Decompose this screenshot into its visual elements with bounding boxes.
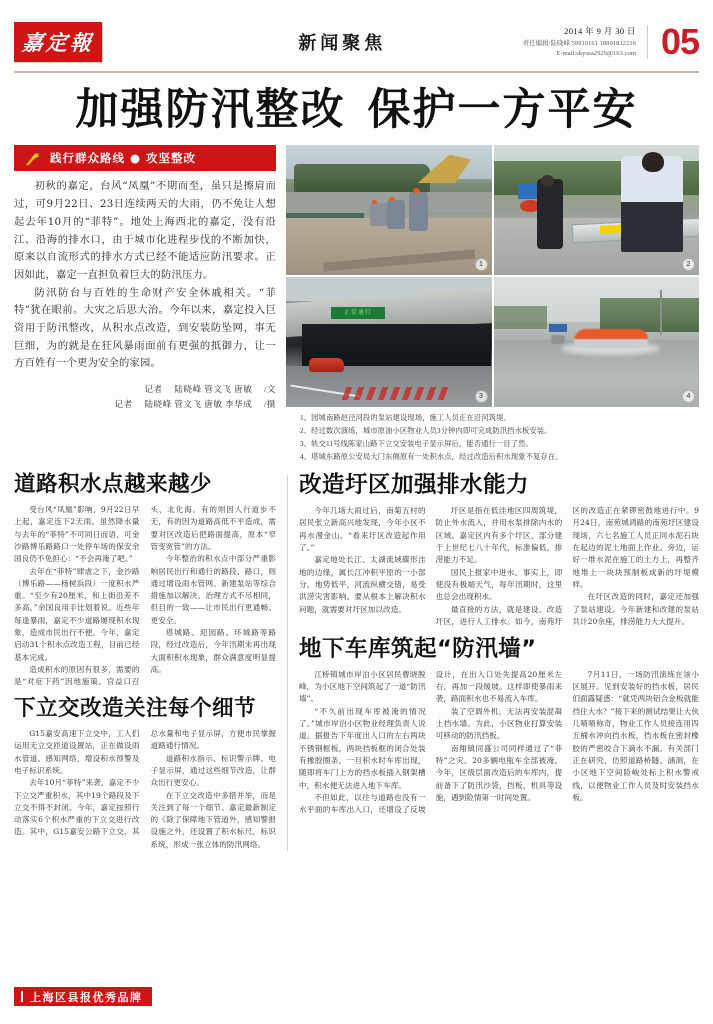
article-paragraph: G15嘉安高速下立交中，工人们运用无立交匝道设置站，正在做设雨水管道、感知网络，增设积水预警及电子标识系统。	[14, 729, 140, 775]
article-paragraph: 国民上报家中进水。事实上，即使没有极端天气，每年汛期时，这里也总会出现积水。	[435, 567, 563, 602]
byline-photo-names: 陆晓峰 管文飞 唐敏 李华成	[144, 398, 253, 409]
right-article-column	[299, 473, 699, 851]
photo-caption: 2、经过数次演练，城市原油小区物业人员3分钟内即可完成防汛挡水板安装。	[300, 426, 552, 436]
intro-column	[14, 145, 276, 411]
left-article-column	[14, 473, 276, 851]
article-paragraph: 在下立交改造中多措并举，而是关注到了每一个细节。嘉定最新制定的《除了保障地下管道外，感知警报设施之外，还设置了积水标尺，标识系统，形成一张立体的防汛网络。	[150, 790, 276, 849]
byline-writer-suffix: /文	[264, 384, 276, 395]
article-paragraph: 造成积水的原因有很多，需要的是“对症下药”因地施策。官益口召头、北化海。有的则因人行道步不无，有的因为道路高低不平造成，需要对区改造后把路面提高，原本“窄管变宽管”的方法。	[14, 505, 276, 687]
publication-date: 2014 年 9 月 30 日	[564, 26, 636, 37]
article-body-underpass-renovation	[14, 728, 276, 851]
article-paragraph: 去年10月“菲特”来袭，嘉定不少下立交严重积水，其中19个路段及下立交不得不封闭。今年，嘉定按照行动落实6个积水严重的下立交进行改造。其中，G15嘉安公路下立交，其总水量和电子显示屏，方便市民掌握道路通行情况。	[14, 729, 276, 837]
newspaper-logo[interactable]	[14, 22, 102, 62]
article-paragraph: 道路积水指示、标识警示牌、电子显示屏，通过这些细节改造，让群众出行更安心。	[150, 753, 276, 788]
hammer-sickle-icon	[24, 150, 41, 167]
photo-captions	[286, 412, 699, 464]
article-body-road-waterlogging	[14, 504, 276, 688]
award-badge	[14, 987, 152, 1006]
badge-bar-icon	[21, 991, 23, 1002]
responsible-editor: 责任编辑/陆晓峰 59910161 18901812216	[522, 39, 636, 47]
article-paragraph: 今年整治的积水点中部分严重影响居民出行和通行的路段、路口，则通过增设雨水管网、新建泵站等综合措施加以解决。治理方式不尽相同，但目的一致——让市民出行更通畅、更安全。	[150, 554, 276, 625]
article-paragraph: 南翔镇同盛公司同样通过了“菲特”之灾。20多辆电瓶车全部被淹。今年，区级层面改造后的车库内，提前备下了防汛沙袋，挡板，机具等设施，遇到险情第一时间处置。	[435, 743, 563, 802]
contact-email: E-mail:skysea2929@163.com	[556, 49, 636, 57]
article-paragraph: 塔城路、迎园路、环城路等路段，经过改造后，今年汛期未再出现大面积积水现象，群众满意度明显提高。	[150, 627, 276, 674]
photo-caption: 4、塔城东路原公安局大门东侧原有一处积水点，经过改造后积水现象不复存在。	[300, 452, 563, 462]
masthead	[14, 0, 699, 66]
underpass-sign-text: 正常通行	[343, 309, 372, 317]
byline-writers	[14, 382, 276, 397]
column-divider	[287, 475, 288, 851]
masthead-info-lines	[523, 25, 636, 58]
article-paragraph: 圩区是指在低洼地区四周筑堤，防止外水流入，并用水泵排除内水的区域。嘉定区内有多个圩区，部分建于上世纪七八十年代，标准偏低，排涝能力不足。	[435, 506, 563, 565]
photo-number-badge: 3	[475, 390, 488, 403]
top-section	[14, 145, 699, 464]
headline-part-2: 保护一方平安	[367, 85, 638, 135]
photo-car-splashing-wet-road[interactable]	[494, 277, 700, 407]
newspaper-logo-text: 嘉定報	[21, 31, 95, 55]
award-badge-text: 上海区县报优秀品牌	[30, 990, 143, 1004]
photo-grid	[286, 145, 699, 407]
article-paragraph: “不久前出现车库被淹的情况了。”城市岸泊小区物业经理负责人说道。据报告下年度出人口的左右两块不锈钢框板，两块挡板框的闭合处装有橡胶圈条，一旦积水时车库出现，随即将车门上方的挡水板插入钢架槽中，积水便无法进入地下车库。	[299, 706, 426, 790]
article-title-garage-flood-wall: 地下车库筑起“防汛墙”	[299, 636, 537, 663]
photo-column	[286, 145, 699, 464]
article-title-polder-drainage: 改造圩区加强排水能力	[299, 472, 530, 499]
byline	[14, 382, 276, 411]
page-title	[14, 87, 699, 133]
photo-flood-barrier-installation-drill[interactable]	[494, 145, 700, 275]
section-title: 新闻聚焦	[298, 33, 387, 54]
article-paragraph: 最直接的方法，就是建设、改造圩区，进行人工排水。如今，南苑圩区的改造正在紧锣密鼓地进行中。9月24日，南苑城鸿路的南苑圩区建设现场，六七名施工人员正同水泥石块在起边的泥土地面上作业。旁边，运好一堆水泥在施工的土方上，再整齐地堆上一块块预制板成新的圩堤模样。	[435, 506, 699, 626]
article-paragraph: 7月11日，一场防汛演练在该小区展开。见到安装好的挡水板，居民们面露疑惑：“就凭两块铝合金板就能挡住大水？”接下来的测试结果让大伙儿啧啧称奇，物业工作人员接连用四五桶水冲向挡水板，挡水板在密封橡胶的严密咬合下滴水不漏。有关部门正在研究，仿照道路桥隧、涵洞，在小区地下空间险峻处标上积水警戒线，以便物业工作人员及时安装挡水板。	[572, 669, 699, 802]
byline-writer-names: 陆晓峰 管文飞 唐敏	[174, 384, 253, 395]
article-body-garage-flood-wall	[299, 669, 699, 817]
article-body-polder-drainage	[299, 505, 699, 628]
article-paragraph: 今年几场大雨过后，南菊五村的居民张立新高兴地发现，今年小区不再水漫金山。“看来圩区改造起作用了。”	[299, 506, 426, 553]
intro-body	[14, 178, 276, 373]
photo-river-pump-station-construction[interactable]	[286, 145, 492, 275]
masthead-meta	[522, 20, 699, 62]
article-paragraph: 去年在“菲特”肆虐之下，金沙路（博乐路——杨树浜段）一度积水严重。“至少有20厘米，和上街沿差不多高。”余国良用手比划着说。近些年每逢暴雨，嘉定不少道路屡现积水现象，造成市民出行不便。今年，嘉定启动31个积水点改造工程，目前已经基本完成。	[14, 566, 140, 662]
photo-number-badge: 1	[475, 258, 488, 271]
campaign-banner-text: 践行群众路线 ● 攻坚整改	[50, 151, 197, 166]
masthead-rule	[14, 71, 699, 73]
photo-caption: 1、园城南路赵泾河段的泵站建设现场，施工人员正在沿河筑堤。	[300, 413, 511, 423]
article-paragraph: 江桥镇城市岸泊小区居民曹晓脱峰，为小区地下空间筑起了一道“防汛墙”。	[299, 669, 426, 704]
campaign-banner	[14, 145, 276, 171]
photo-underpass-electronic-display[interactable]	[286, 277, 492, 407]
byline-photo-suffix: /摄	[264, 398, 276, 409]
photo-number-badge: 2	[682, 258, 695, 271]
article-paragraph: 受台风“凤凰”影响，9月22日早上起，嘉定连下2天雨。虽然降水量与去年的“菲特”不可同日而语，可金沙路博乐路路口一处停车场的保安余国良仍不免担心：“不会再淹了吧。”	[14, 505, 140, 564]
byline-writer-label: 记者	[144, 384, 163, 395]
photo-caption: 3、轨交11号线陈家山路下立交安装电子显示屏后，能否通行一目了然。	[300, 439, 533, 449]
byline-photo-label: 记者	[114, 398, 133, 409]
article-paragraph: 装了空调外机，无法再安装混凝土挡水墙。为此，小区物业打算安装可移动的防汛挡板。	[435, 706, 563, 741]
headline-part-1: 加强防汛整改	[75, 85, 346, 135]
article-paragraph: 不但如此，以往与道路也没有一水平面的车库出入口，还增设了反坡设计，在出入口处先提高20厘米左右，再加一段缓坡。这样即使暴雨来袭，路面积水也不易流入车库。	[299, 669, 563, 815]
article-paragraph: 嘉定地处长江、太湖流域碟形洼地的边缘，属长江冲积平原的一小部分，地势低平，河流纵横交错，易受洪涝灾害影响。要从根本上解决积水问题，就需要对圩区加以改造。	[299, 555, 426, 614]
masthead-divider	[647, 25, 648, 59]
page-number: 05	[660, 20, 699, 62]
article-title-road-waterlogging: 道路积水点越来越少	[14, 472, 213, 498]
articles-section	[14, 473, 699, 851]
intro-paragraph: 初秋的嘉定，台风“凤凰”不期而至，虽只是擦肩而过，可9月22日、23日连续两天的大雨，仍不免让人想起去年10月的“菲特”。地处上海西北的嘉定，没有沿江、沿海的排水口，由于城市化进程步伐的不断加快，原来以自流形式的排水方式已经不能适应防汛要求。正因如此，嘉定一直担负着巨大的防汛压力。	[14, 180, 276, 281]
photo-number-badge: 4	[682, 390, 695, 403]
intro-paragraph: 防汛防台与百姓的生命财产安全休戚相关。“菲特”犹在眼前。大灾之后思大治。今年以来，嘉定投入巨资用于防汛整改，从积水点改造，到安装防坠网，事无巨细，为的就是在狂风暴雨面前有更强的抵御力，让一方百姓有一个更为安全的家园。	[14, 286, 276, 370]
byline-photographers	[14, 397, 276, 412]
article-title-underpass-renovation: 下立交改造关注每个细节	[14, 696, 257, 722]
article-paragraph: 在圩区改造的同时，嘉定还加强了泵站建设。今年新建和改建的泵站共计20余座，排涝能力大大提升。	[572, 592, 699, 626]
